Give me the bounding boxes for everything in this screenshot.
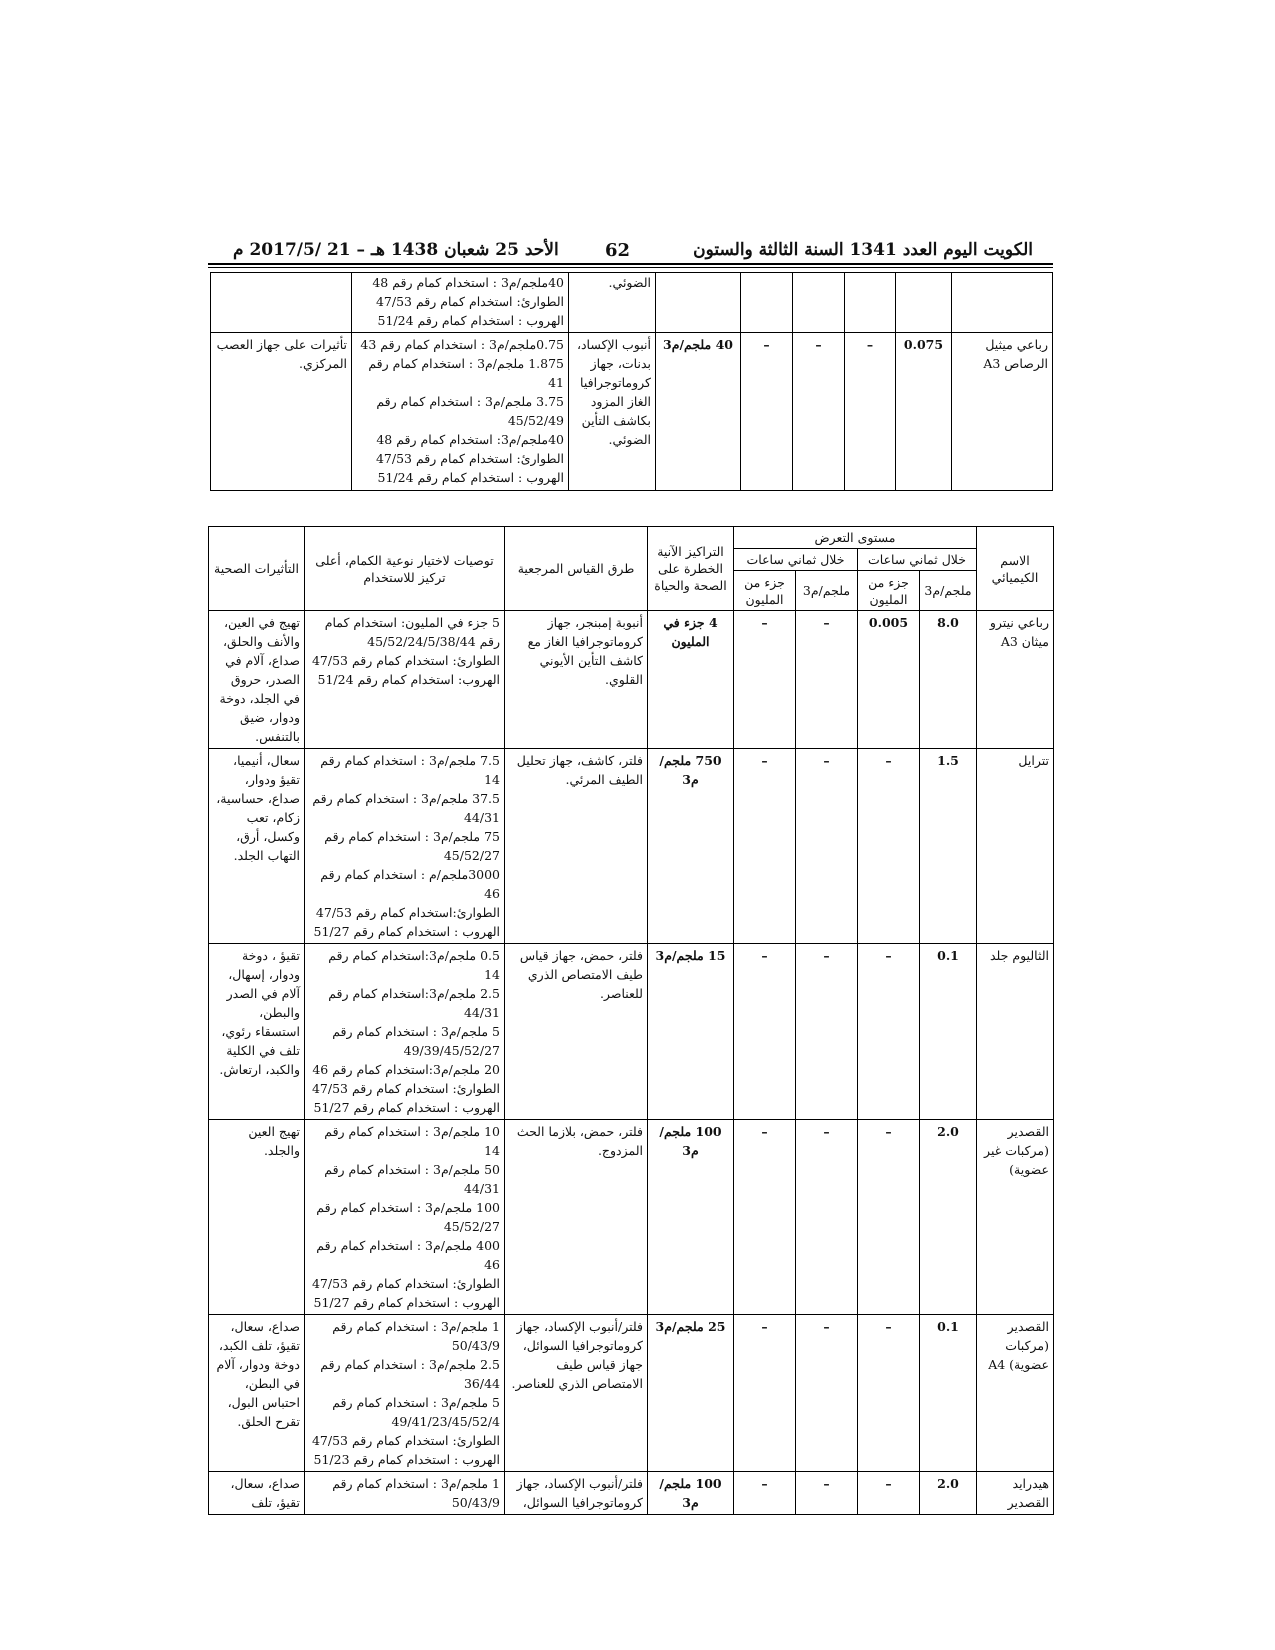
- table-row: [209, 944, 1054, 1120]
- rec-line: 2.5 ملجم/م3 : استخدام كمام رقم 36/44: [320, 1357, 500, 1391]
- rec-line: الطوارئ: استخدام كمام رقم 47/53: [311, 1276, 500, 1291]
- col-ppm: جزء من المليون: [858, 571, 920, 611]
- idlh-value: [656, 273, 741, 333]
- mg-b: –: [741, 333, 793, 491]
- rec-line: 0.5 ملجم/م3:استخدام كمام رقم 14: [328, 948, 500, 982]
- ppm-8h: –: [858, 944, 920, 1120]
- col-name: الاسم الكيميائي: [977, 527, 1054, 611]
- rec-line: 1.875 ملجم/م3 : استخدام كمام رقم 41: [368, 356, 564, 390]
- header-issue: الكويت اليوم العدد 1341 السنة الثالثة والستون: [693, 240, 1033, 260]
- health-effects: تهيج العين والجلد.: [209, 1120, 305, 1315]
- rec-line: الهروب: استخدام كمام رقم 51/24: [317, 672, 500, 687]
- method: فلتر/أنبوب الإكساد، جهاز كروماتوجرافيا السوائل، جهاز قياس طيف الامتصاص الذري للعناصر.: [505, 1315, 648, 1472]
- chem-name: الثاليوم جلد: [977, 944, 1054, 1120]
- ppm-8h: [896, 273, 952, 333]
- exposure-table: [208, 526, 1054, 1515]
- ppm-8h: –: [858, 1472, 920, 1515]
- ppm-b: –: [734, 1120, 796, 1315]
- col-effects: التأثيرات الصحية: [209, 527, 305, 611]
- chem-name: تترايل: [977, 749, 1054, 944]
- recommendations: [305, 1315, 505, 1472]
- mg-8h: 8.0: [920, 611, 977, 749]
- header-date: الأحد 25 شعبان 1438 هـ – 21 /2017/5 م: [233, 240, 559, 260]
- ppm-b: –: [734, 1472, 796, 1515]
- rec-line: 3000ملجم/م : استخدام كمام رقم 46: [320, 867, 500, 901]
- idlh-value: 4 جزء في المليون: [648, 611, 734, 749]
- ppm-b: [793, 273, 845, 333]
- mg-b: –: [796, 944, 858, 1120]
- table-row: [209, 1120, 1054, 1315]
- method: أنبوبة إمبنجر، جهاز كروماتوجرافيا الغاز مع كاشف التأين الأيوني القلوي.: [505, 611, 648, 749]
- mg-b: –: [796, 1315, 858, 1472]
- mg-b: –: [796, 749, 858, 944]
- rec-line: 400 ملجم/م3 : استخدام كمام رقم 46: [316, 1238, 500, 1272]
- method: الضوئي.: [569, 273, 656, 333]
- recommendations: [305, 1120, 505, 1315]
- header-rule-thin: [208, 267, 1053, 268]
- mg-b: –: [796, 611, 858, 749]
- rec-line: 2.5 ملجم/م3:استخدام كمام رقم 44/31: [328, 986, 500, 1020]
- col-ppm-b: جزء من المليون: [734, 571, 796, 611]
- health-effects: تأثيرات على جهاز العصب المركزي.: [211, 333, 352, 491]
- col-method: طرق القياس المرجعية: [505, 527, 648, 611]
- col-eight-hours: خلال ثماني ساعات: [858, 549, 977, 571]
- method: فلتر، كاشف، جهاز تحليل الطيف المرئي.: [505, 749, 648, 944]
- table-row: [211, 333, 1053, 491]
- rec-line: الهروب : استخدام كمام رقم 51/27: [313, 1295, 500, 1310]
- health-effects: صداع، سعال، تقيؤ، تلف الكبد، دوخة ودوار، آلام في البطن، احتباس البول، تقرح الحلق.: [209, 1315, 305, 1472]
- rec-line: 5 جزء في المليون: استخدام كمام رقم 45/52/24/5/38/44: [324, 615, 500, 649]
- mg-b: –: [796, 1472, 858, 1515]
- recommendations: [352, 273, 569, 333]
- mg-8h: 2.0: [920, 1120, 977, 1315]
- ppm-b: –: [734, 749, 796, 944]
- ppm-8h: –: [858, 749, 920, 944]
- ppm-b: –: [734, 1315, 796, 1472]
- header-row: [209, 527, 1054, 549]
- health-effects: تقيؤ ، دوخة ودوار، إسهال، آلام في الصدر والبطن، استسقاء رئوي، تلف في الكلية والكبد، ارتعاش.: [209, 944, 305, 1120]
- table-row: [211, 273, 1053, 333]
- col-exposure: مستوى التعرض: [734, 527, 977, 549]
- rec-line: الهروب : استخدام كمام رقم 51/23: [313, 1452, 500, 1467]
- header-rule: [208, 263, 1053, 265]
- idlh-value: 25 ملجم/م3: [648, 1315, 734, 1472]
- chem-name: القصدير (مركبات عضوية) A4: [977, 1315, 1054, 1472]
- rec-line: 40ملجم/م3 : استخدام كمام رقم 48: [372, 275, 564, 290]
- rec-line: الطوارئ: استخدام كمام رقم 47/53: [311, 653, 500, 668]
- recommendations: [305, 749, 505, 944]
- rec-line: 40ملجم/م3: استخدام كمام رقم 48: [376, 432, 564, 447]
- rec-line: 10 ملجم/م3 : استخدام كمام رقم 14: [324, 1124, 500, 1158]
- ppm-b: –: [793, 333, 845, 491]
- rec-line: الهروب : استخدام كمام رقم 51/24: [377, 313, 564, 328]
- mg-8h: 2.0: [920, 1472, 977, 1515]
- mg-b: [741, 273, 793, 333]
- method: فلتر، حمض، بلازما الحث المزدوج.: [505, 1120, 648, 1315]
- rec-line: 0.75ملجم/م3 : استخدام كمام رقم 43: [360, 337, 564, 352]
- rec-line: 20 ملجم/م3:استخدام كمام رقم 46: [312, 1062, 500, 1077]
- ppm-b: –: [734, 611, 796, 749]
- rec-line: الطوارئ: استخدام كمام رقم 47/53: [375, 451, 564, 466]
- table-row: [209, 611, 1054, 749]
- ppm-b: –: [734, 944, 796, 1120]
- chem-name: هيدرايد القصدير: [977, 1472, 1054, 1515]
- method: فلتر/أنبوب الإكساد، جهاز كروماتوجرافيا السوائل،: [505, 1472, 648, 1515]
- idlh-value: 15 ملجم/م3: [648, 944, 734, 1120]
- table-row: [209, 1472, 1054, 1515]
- ppm-8h: 0.075: [896, 333, 952, 491]
- rec-line: الطوارئ:استخدام كمام رقم 47/53: [315, 905, 500, 920]
- rec-line: الهروب : استخدام كمام رقم 51/24: [377, 470, 564, 485]
- col-rec: توصيات لاختيار نوعية الكمام، أعلى تركيز للاستخدام: [305, 527, 505, 611]
- col-eight-hours-b: خلال ثماني ساعات: [734, 549, 858, 571]
- continuation-table: [210, 272, 1053, 491]
- health-effects: تهيج في العين، والأنف والحلق، صداع، آلام في الصدر، حروق في الجلد، دوخة ودوار، ضيق بالتنفس.: [209, 611, 305, 749]
- chem-name: رباعي ميثيل الرصاص A3: [952, 333, 1053, 491]
- rec-line: 1 ملجم/م3 : استخدام كمام رقم 50/43/9: [332, 1476, 500, 1510]
- recommendations: [305, 944, 505, 1120]
- chem-name: [952, 273, 1053, 333]
- mg-8h: 0.1: [920, 944, 977, 1120]
- idlh-value: 100 ملجم/م3: [648, 1120, 734, 1315]
- header-page-number: 62: [605, 240, 631, 261]
- rec-line: الهروب : استخدام كمام رقم 51/27: [313, 924, 500, 939]
- rec-line: الطوارئ: استخدام كمام رقم 47/53: [311, 1433, 500, 1448]
- ppm-8h: –: [858, 1315, 920, 1472]
- chem-name: القصدير (مركبات غير عضوية): [977, 1120, 1054, 1315]
- table-row: [209, 1315, 1054, 1472]
- rec-line: الطوارئ: استخدام كمام رقم 47/53: [311, 1081, 500, 1096]
- col-mg: ملجم/م3: [920, 571, 977, 611]
- rec-line: 5 ملجم/م3 : استخدام كمام رقم 49/39/45/52/27: [332, 1024, 500, 1058]
- method: أنبوب الإكساد، بدنات، جهاز كروماتوجرافيا الغاز المزود بكاشف التأين الضوئي.: [569, 333, 656, 491]
- health-effects: صداع، سعال، تقيؤ، تلف: [209, 1472, 305, 1515]
- table-row: [209, 749, 1054, 944]
- idlh-value: 750 ملجم/م3: [648, 749, 734, 944]
- rec-line: 50 ملجم/م3 : استخدام كمام رقم 44/31: [324, 1162, 500, 1196]
- ppm-8h: 0.005: [858, 611, 920, 749]
- rec-line: 3.75 ملجم/م3 : استخدام كمام رقم 45/52/49: [376, 394, 564, 428]
- ppm-8h: –: [858, 1120, 920, 1315]
- mg-8h: –: [845, 333, 896, 491]
- rec-line: 37.5 ملجم/م3 : استخدام كمام رقم 44/31: [312, 791, 500, 825]
- page-header: [233, 236, 1033, 262]
- chem-name: رباعي نيترو ميثان A3: [977, 611, 1054, 749]
- rec-line: 1 ملجم/م3 : استخدام كمام رقم 50/43/9: [332, 1319, 500, 1353]
- health-effects: سعال، أنيميا، تقيؤ ودوار، صداع، حساسية، زكام، تعب وكسل، أرق، التهاب الجلد.: [209, 749, 305, 944]
- method: فلتر، حمض، جهاز قياس طيف الامتصاص الذري للعناصر.: [505, 944, 648, 1120]
- idlh-value: 40 ملجم/م3: [656, 333, 741, 491]
- recommendations: [305, 611, 505, 749]
- rec-line: الطوارئ: استخدام كمام رقم 47/53: [375, 294, 564, 309]
- rec-line: 100 ملجم/م3 : استخدام كمام رقم 45/52/27: [316, 1200, 500, 1234]
- col-mg-b: ملجم/م3: [796, 571, 858, 611]
- mg-b: –: [796, 1120, 858, 1315]
- rec-line: الهروب : استخدام كمام رقم 51/27: [313, 1100, 500, 1115]
- rec-line: 7.5 ملجم/م3 : استخدام كمام رقم 14: [320, 753, 500, 787]
- health-effects: [211, 273, 352, 333]
- idlh-value: 100 ملجم/م3: [648, 1472, 734, 1515]
- recommendations: [352, 333, 569, 491]
- recommendations: [305, 1472, 505, 1515]
- rec-line: 5 ملجم/م3 : استخدام كمام رقم 49/41/23/45/52/4: [332, 1395, 500, 1429]
- mg-8h: [845, 273, 896, 333]
- col-idlh: التراكيز الآنية الخطرة على الصحة والحياة: [648, 527, 734, 611]
- rec-line: 75 ملجم/م3 : استخدام كمام رقم 45/52/27: [324, 829, 500, 863]
- mg-8h: 0.1: [920, 1315, 977, 1472]
- mg-8h: 1.5: [920, 749, 977, 944]
